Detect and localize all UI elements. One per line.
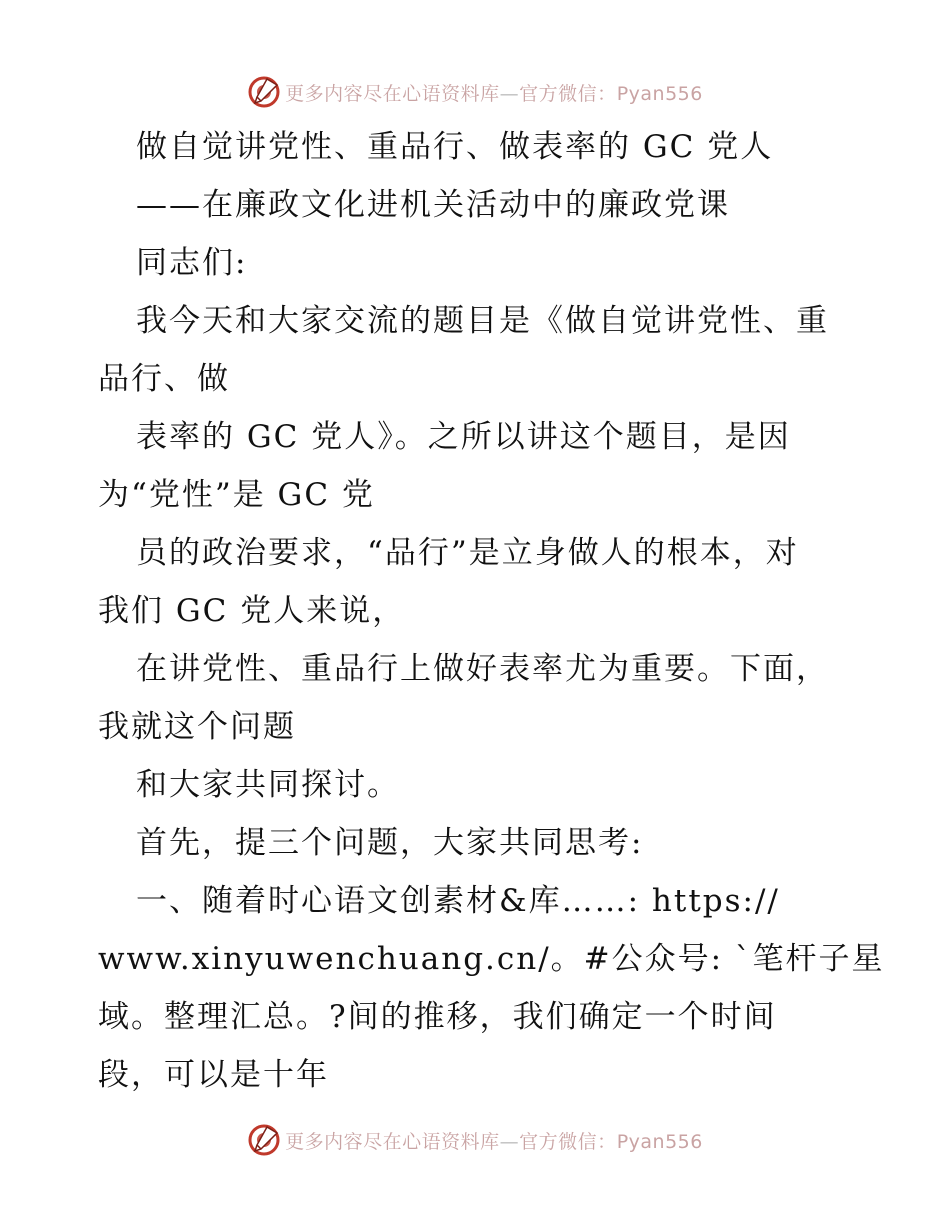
document-line: 段，可以是十年 [98, 1057, 329, 1093]
document-line: 域。整理汇总。?间的推移，我们确定一个时间 [98, 999, 777, 1035]
document-line: 我今天和大家交流的题目是《做自觉讲党性、重 [136, 303, 829, 339]
document-line: 首先，提三个问题，大家共同思考: [136, 825, 644, 861]
header-banner-contact-label: 官方微信： [519, 82, 617, 105]
document-line: 品行、做 [98, 361, 230, 397]
header-banner [0, 72, 950, 112]
document-line: ——在廉政文化进机关活动中的廉政党课 [136, 187, 730, 223]
header-banner-separator: — [499, 82, 520, 105]
footer-banner [0, 1120, 950, 1160]
document-line: 和大家共同探讨。 [136, 767, 400, 803]
header-banner-title: 更多内容尽在心语资料库 [285, 82, 500, 105]
header-banner-contact-id: Pyan556 [616, 82, 703, 105]
footer-banner-separator: — [499, 1130, 520, 1153]
document-line: www.xinyuwenchuang.cn/。#公众号: `笔杆子星 [98, 941, 885, 977]
document-line: 员的政治要求，“品行”是立身做人的根本，对 [136, 535, 799, 571]
document-line: 一、随着时心语文创素材&库……: https:// [136, 883, 780, 919]
document-line: 为“党性”是 GC 党 [98, 477, 375, 513]
document-line: 表率的 GC 党人》。之所以讲这个题目，是因 [136, 419, 791, 455]
document-line: 做自觉讲党性、重品行、做表率的 GC 党人 [136, 129, 774, 165]
document-body [98, 118, 885, 1104]
pen-logo-icon [247, 1123, 281, 1157]
footer-banner-contact-id: Pyan556 [616, 1130, 703, 1153]
document-line: 同志们: [136, 245, 248, 281]
header-banner-text [285, 79, 703, 106]
document-line: 在讲党性、重品行上做好表率尤为重要。下面， [136, 651, 829, 687]
footer-banner-title: 更多内容尽在心语资料库 [285, 1130, 500, 1153]
document-line: 我们 GC 党人来说， [98, 593, 406, 629]
footer-banner-text [285, 1127, 703, 1154]
footer-banner-contact-label: 官方微信： [519, 1130, 617, 1153]
document-line: 我就这个问题 [98, 709, 296, 745]
pen-logo-icon [247, 75, 281, 109]
